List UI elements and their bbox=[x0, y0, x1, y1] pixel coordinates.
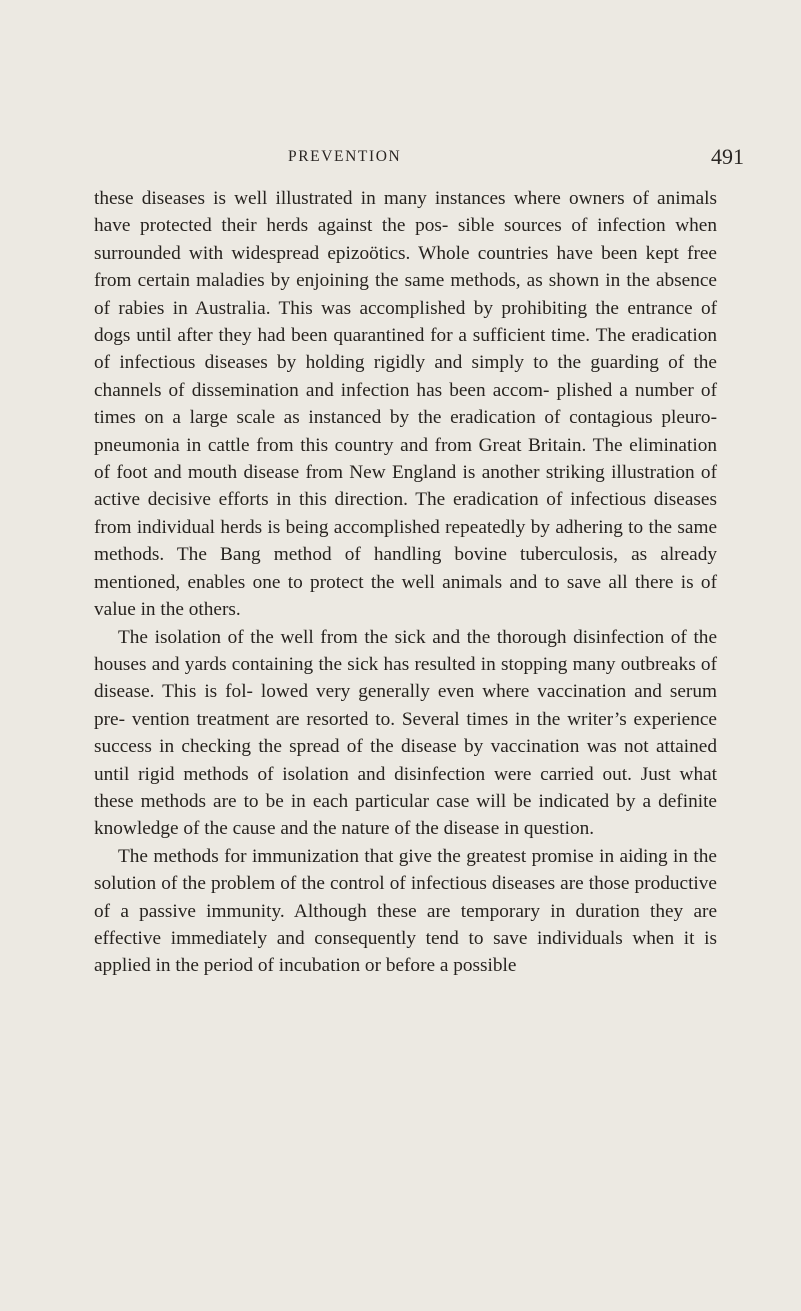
body-text bbox=[94, 185, 717, 980]
paragraph-immunization: The methods for immunization that give the greatest promise in aiding in the solution of the problem of the control of infectious diseases are those productive of a passive immunity. Although these are temporary in duration they are effective immediately and consequently tend to save individuals when it is applied in the period of incubation or before a possible bbox=[94, 845, 717, 977]
paragraph-isolation: The isolation of the well from the sick and the thorough disinfection of the houses and yards containing the sick has resulted in stopping many outbreaks of disease. This is fol- lowed very generally even where vaccination and serum pre- vention treatment are resorted to. Several times in the writer’s experience success in checking the spread of the disease by vaccination was not attained until rigid methods of isolation and disinfection were carried out. Just what these methods are to be in each particular case will be indicated by a definite knowledge of the cause and the nature of the disease in question. bbox=[94, 626, 717, 840]
paragraph-continued: these diseases is well illustrated in many instances where owners of animals have protected their herds against the pos- sible sources of infection when surrounded with widespread epizoötics. Whole countries have been kept free from certain maladies by enjoining the same methods, as shown in the absence of rabies in Australia. This was accomplished by prohibiting the entrance of dogs until after they had been quarantined for a sufficient time. The eradication of infectious diseases by holding rigidly and simply to the guarding of the channels of dissemination and infection has been accom- plished a number of times on a large scale as instanced by the eradication of contagious pleuro-pneumonia in cattle from this country and from Great Britain. The elimination of foot and mouth disease from New England is another striking illustration of active decisive efforts in this direction. The eradication of infectious diseases from individual herds is being accomplished repeatedly by adhering to the same methods. The Bang method of handling bovine tuberculosis, as already mentioned, enables one to protect the well animals and to save all there is of value in the others. bbox=[94, 188, 717, 621]
running-head-title: PREVENTION bbox=[288, 148, 402, 165]
running-head bbox=[0, 146, 801, 176]
page-number: 491 bbox=[711, 144, 744, 169]
